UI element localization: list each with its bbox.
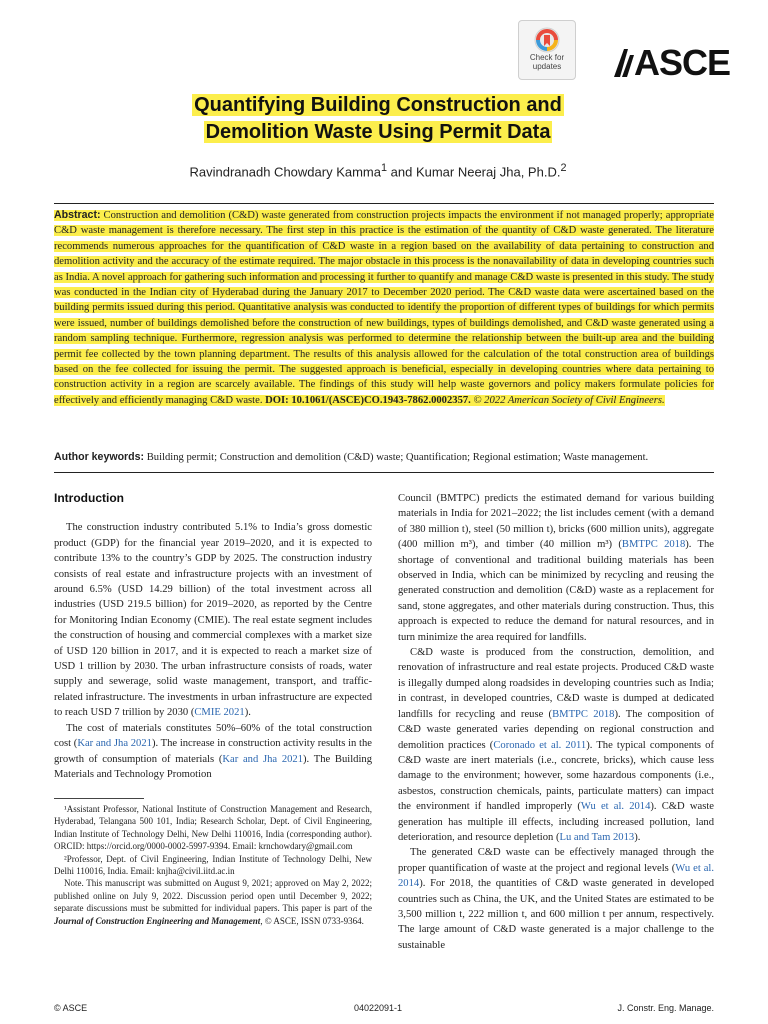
submission-note: Note. This manuscript was submitted on August 9, 2021; approved on May 2, 2022; published online on July 9, 2022. Discussion period open until December 9, 2022; separate discussions must be submitted for individual papers. This paper is part of the Journal of Construction Engineering and Management, © ASCE, ISSN 0733-9364. — [54, 878, 372, 926]
top-rule — [54, 203, 714, 204]
journal-name: Journal of Construction Engineering and Management — [54, 915, 261, 926]
crossmark-icon — [534, 27, 560, 53]
keywords-text: Building permit; Construction and demolition (C&D) waste; Quantification; Regional estimation; Waste management. — [144, 452, 649, 463]
title-line-2: Demolition Waste Using Permit Data — [205, 121, 551, 143]
ref-wu-2014-b[interactable]: Wu et al. 2014 — [398, 862, 715, 890]
author-2-affiliation: 2 — [560, 162, 567, 174]
asce-logo-text: ASCE — [634, 42, 731, 83]
left-column — [54, 491, 372, 782]
authors — [60, 162, 696, 179]
abstract — [54, 208, 714, 408]
keywords-rule — [54, 472, 714, 473]
footnotes — [54, 803, 372, 927]
author-1-affiliation: 1 — [380, 162, 388, 174]
intro-paragraph-1: The construction industry contributed 5.1% to India’s gross domestic product (GDP) for the financial year 2019–2020, and it is expected to contribute 13% to the country’s GDP by 2025. The construction industry consists of real estate and infrastructure projects with an investment of around 6.5% (USD 14.29 billion) of the total investment across all industries (USD 219.5 billion) for 2019–2020, as reported by the Centre for Monitoring Indian Economy (CMIE). The real estate segment includes the construction of housing and commercial complexes with a market size of USD 120 billion in 2017, and it is expected to reach a market size of USD 1 trillion by 2030. The urban infrastructure consists of roads, water supply and sewerage, solid waste management, transport, and traffic-related infrastructure. The investments in urban infrastructure are expected to reach USD 7 trillion by 2030 (CMIE 2021). — [54, 522, 372, 719]
abstract-copyright: © 2022 American Society of Civil Engineers. — [470, 394, 665, 406]
keywords-label: Author keywords: — [54, 451, 145, 463]
badge-line-1: Check for — [529, 53, 565, 62]
right-paragraph-2: C&D waste is produced from the construction, demolition, and renovation of infrastructure and real estate projects. Produced C&D waste is illegally dumped along roadsides in developing countries such as India; in contrast, in developed countries, C&D waste is dumped at dedicated landfills for recycling and reuse (BMTPC 2018). The composition of C&D waste generated varies depending on regional construction and demolition practices (Coronado et al. 2011). The typical components of C&D waste are inert materials (i.e., concrete, bricks), which cause less damage to the environment; however, some hazardous components (i.e., asbestos, construction chemicals, paints, particulate matters) can impact the environment if handled improperly (Wu et al. 2014). C&D waste generation has multiple ill effects, including increased pollution, land deterioration, and resource depletion (Lu and Tam 2013). — [398, 647, 715, 843]
right-column — [398, 491, 714, 953]
ref-cmie-2021[interactable]: CMIE 2021 — [194, 707, 245, 719]
intro-paragraph-2: The cost of materials constitutes 50%–60% of the total construction cost (Kar and Jha 2021). The increase in construction activity results in the growth of consumption of materials (Kar and Jha 2021). The Building Materials and Technology Promotion — [54, 722, 372, 780]
footer-journal: J. Constr. Eng. Manage. — [617, 1003, 714, 1013]
ref-coronado-2011[interactable]: Coronado et al. 2011 — [493, 739, 587, 751]
paper-title — [60, 92, 696, 146]
footnote-rule — [54, 798, 144, 799]
footer-article-number: 04022091-1 — [354, 1003, 403, 1013]
author-2: Kumar Neeraj Jha, Ph.D. — [415, 164, 561, 180]
ref-kar-jha-2021-a[interactable]: Kar and Jha 2021 — [77, 738, 152, 750]
abstract-text: Construction and demolition (C&D) waste generated from construction projects impacts the environment if not managed properly; appropriate C&D waste management is therefore necessary. The first step in this practice is the estimation of the quantity of C&D waste generated. The literature recommends numerous approaches for the quantification of C&D waste in a region based on the availability of data pertaining to construction and demolition activity and the accuracy of the estimate required. The major obstacle in this process is the nonavailability of data in developing countries such as India. A novel approach for gathering such information and processing it further to quantify and manage C&D waste is presented in this study. The study was conducted in the Indian city of Hyderabad during the January 2017 to December 2020 period. The C&D waste data were ascertained based on the building permits issued during this period. Quantitative analysis was conducted to identify the proportion of different types of buildings for which permits were issued, number of buildings demolished before the construction of new buildings, types of buildings demolished, and C&D waste generated using a random sampling technique. Furthermore, regression analysis was performed to determine the relationship between the built-up area and the building permit fee collected by the town planning department. The results of this analysis allowed for the calculation of the total construction area of buildings based on the fee collected for issuing the permit. The suggested approach is beneficial, especially in developing countries where data pertaining to construction activity in a region are scarcely available. The findings of this study will help waste governors and policy makers formulate policies for effectively and efficiently managing C&D waste. — [54, 210, 714, 406]
ref-wu-2014-a[interactable]: Wu et al. 2014 — [580, 801, 651, 813]
title-line-1: Quantifying Building Construction and — [194, 94, 562, 116]
ref-bmtpc-2018-a[interactable]: BMTPC 2018 — [621, 539, 686, 551]
author-keywords — [54, 450, 714, 465]
ref-lu-tam-2013[interactable]: Lu and Tam 2013 — [559, 831, 635, 843]
ref-bmtpc-2018-b[interactable]: BMTPC 2018 — [552, 708, 615, 720]
right-paragraph-1: Council (BMTPC) predicts the estimated demand for various building materials in India for 2021–2022; the list includes cement (with a demand of 380 million t), steel (50 million t), bricks (600 million units), aggregate (400 million m³), and timber (40 million m³) (BMTPC 2018). The shortage of conventional and traditional building materials has been observed in India, which can be minimized by recycling and reusing the generated construction and demolition (C&D) waste as a replacement for sand, stone aggregates, and other materials during construction. Thus, this approach is expected to reduce the demand for natural resources, and in turn minimize the area required for landfills. — [398, 493, 714, 643]
ref-kar-jha-2021-b[interactable]: Kar and Jha 2021 — [222, 753, 304, 765]
introduction-heading: Introduction — [54, 491, 124, 505]
author-1: Ravindranadh Chowdary Kamma — [189, 164, 381, 180]
asce-logo-mark-icon — [614, 49, 634, 77]
check-for-updates-badge[interactable] — [518, 20, 576, 80]
footnote-2: ²Professor, Dept. of Civil Engineering, Indian Institute of Technology Delhi, New Delhi 110016, India. Email: knjha@civil.iitd.ac.in — [54, 853, 372, 877]
right-paragraph-3: The generated C&D waste can be effectively managed through the proper quantification of waste at the project and regional levels (Wu et al. 2014). For 2018, the quantities of C&D waste generated in developed countries such as China, the UK, and the United States are estimated to be 3,500 million t, 222 million t, and 600 million t per annum, respectively. The large amount of C&D waste generated is a major challenge to the sustainable — [398, 847, 715, 951]
badge-line-2: updates — [532, 62, 562, 71]
abstract-doi: DOI: 10.1061/(ASCE)CO.1943-7862.0002357. — [265, 394, 471, 406]
footer-copyright: © ASCE — [54, 1003, 88, 1013]
abstract-label: Abstract: — [54, 209, 101, 221]
footnote-1: ¹Assistant Professor, National Institute of Construction Management and Research, Hyderabad, Telangana 500 101, India; Research Scholar, Dept. of Civil Engineering, Indian Institute of Technology Delhi, New Delhi 110016, India (corresponding author). ORCID: https://orcid.org/0000-0002-5997-9394. Email: krnchowdary@gmail.com — [54, 804, 372, 852]
authors-and: and — [387, 164, 416, 180]
asce-logo — [614, 42, 730, 84]
